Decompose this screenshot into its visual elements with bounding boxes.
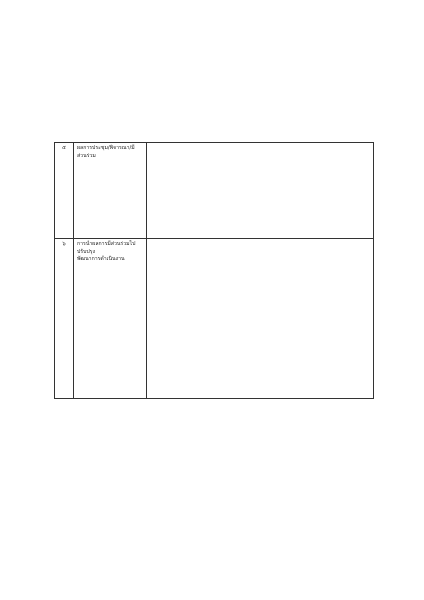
detail-line [150, 279, 370, 287]
participation-table [54, 142, 374, 399]
row-number-cell [55, 143, 74, 239]
detail-line [150, 294, 370, 302]
row-number: ๕ [62, 145, 66, 151]
detail-line [150, 198, 370, 206]
detail-line [150, 160, 370, 168]
detail-line [150, 370, 370, 378]
detail-line [150, 347, 370, 355]
detail-line [150, 340, 370, 348]
detail-cell [147, 239, 374, 399]
row-number: ๖ [62, 241, 66, 247]
detail-line [150, 287, 370, 295]
topic-line: ผลการประชุม/พิจารณา/มีส่วนร่วม [77, 145, 135, 159]
detail-line [150, 271, 370, 279]
detail-line [150, 153, 370, 161]
detail-line [150, 191, 370, 199]
detail-line [150, 309, 370, 317]
topic-cell [74, 143, 147, 239]
detail-line [150, 183, 370, 191]
detail-line [150, 302, 370, 310]
detail-line [150, 332, 370, 340]
detail-line [150, 221, 370, 229]
detail-line [150, 325, 370, 333]
row-number-cell [55, 239, 74, 399]
detail-line [150, 363, 370, 371]
detail-line [150, 206, 370, 214]
detail-line [150, 355, 370, 363]
topic-line: พัฒนาการดำเนินงาน [77, 256, 125, 263]
table-body [55, 143, 374, 399]
detail-line [150, 264, 370, 272]
detail-line [150, 256, 370, 264]
table-row [55, 239, 374, 399]
detail-line [150, 168, 370, 176]
topic-cell [74, 239, 147, 399]
detail-line [150, 317, 370, 325]
table-row [55, 143, 374, 239]
detail-cell [147, 143, 374, 239]
detail-line [150, 241, 370, 249]
detail-line [150, 175, 370, 183]
detail-line [150, 213, 370, 221]
detail-line [150, 378, 370, 386]
topic-line: การนำผลการมีส่วนร่วมไปปรับปรุง [77, 241, 136, 255]
detail-line [150, 249, 370, 257]
detail-line [150, 145, 370, 153]
